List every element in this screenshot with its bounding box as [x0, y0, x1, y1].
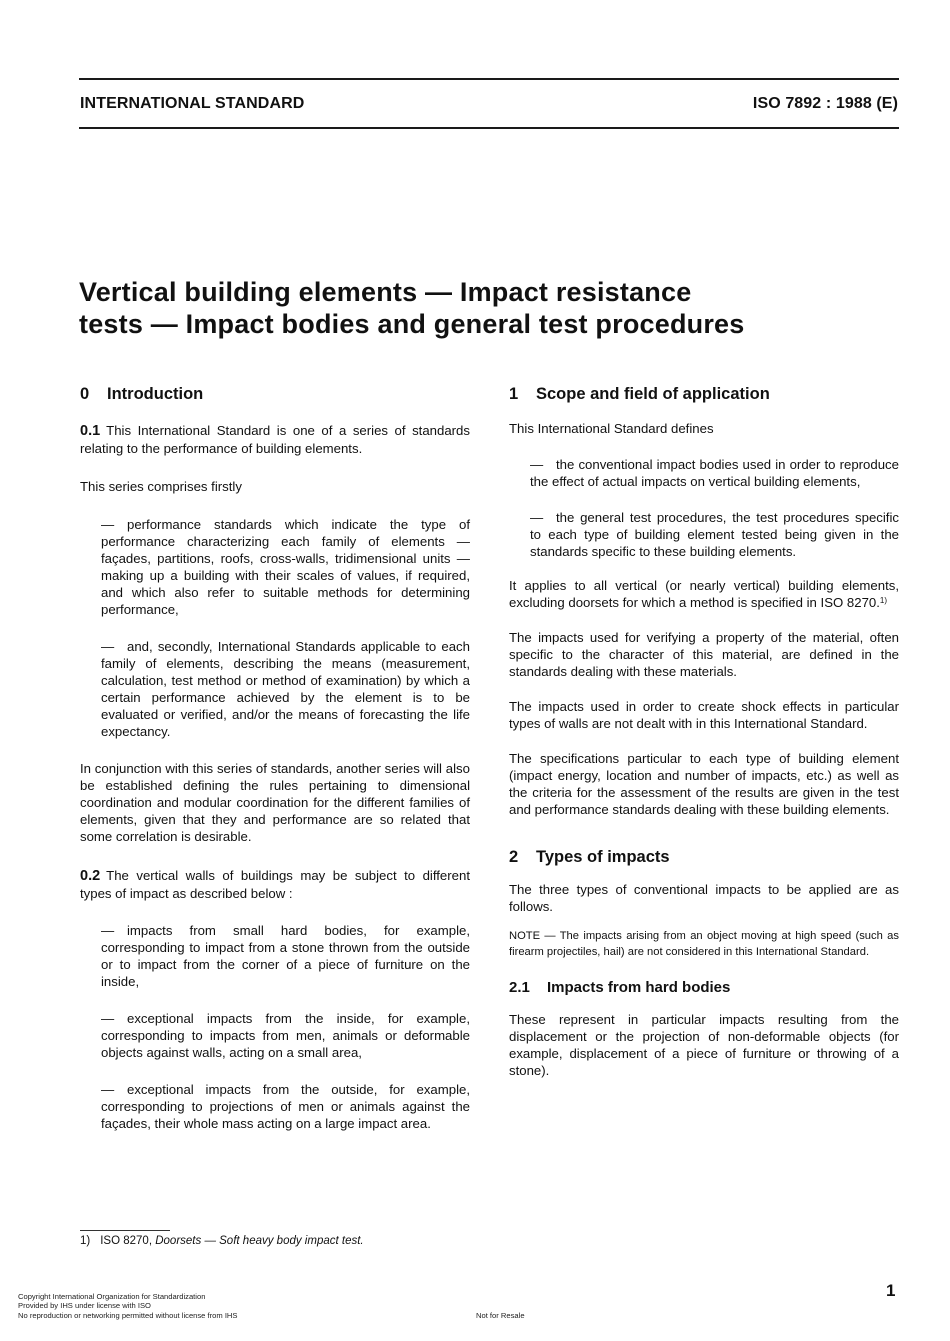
copyright-notice [18, 1292, 237, 1320]
not-for-resale: Not for Resale [476, 1311, 525, 1320]
section-number: 0 [80, 385, 90, 403]
note-paragraph: NOTE — The impacts arising from an object moving at high speed (such as firearm projectiles, hail) are not considered in this International Standard. [509, 930, 899, 958]
section-2-heading [509, 847, 899, 867]
footnote-rule [80, 1230, 170, 1231]
conjunction-paragraph: In conjunction with this series of standards, another series will also be established defining the rules pertaining to dimensional coordination and modular coordination for the different families of elements, given that they and performance are so related that some correlation is desirable. [80, 761, 470, 844]
section-number: 1 [509, 385, 519, 403]
header-left: INTERNATIONAL STANDARD [80, 95, 305, 112]
copyright-line-3: No reproduction or networking permitted without license from IHS [18, 1310, 238, 1320]
section-number: 2 [509, 848, 519, 866]
dash: — [530, 510, 544, 525]
section-title: Impacts from hard bodies [547, 979, 731, 996]
footnote-number: 1) [80, 1235, 91, 1247]
shock-paragraph: The impacts used in order to create shock effects in particular types of walls are not dealt with in this International Standard. [509, 699, 899, 731]
section-title: Introduction [107, 385, 204, 403]
section-0-heading [80, 384, 470, 404]
section-title: Scope and field of application [536, 385, 770, 403]
header-bottom-rule [79, 127, 899, 129]
dash: — [101, 1082, 115, 1097]
material-paragraph: The impacts used for verifying a property of the material, often specific to the character of this material, are defined in the standards dealing with these materials. [509, 630, 899, 679]
impact-item-1 [80, 922, 470, 990]
applies-paragraph [509, 577, 899, 611]
footnote [80, 1235, 364, 1247]
clause-text: The vertical walls of buildings may be subject to different types of impact as described below : [80, 868, 470, 901]
clause-number: 0.1 [80, 423, 101, 439]
scope-item-2 [509, 509, 899, 560]
item-text: the general test procedures, the test procedures specific to each type of building element tested being given in the standards specific to these building elements. [530, 510, 899, 559]
impact-item-2 [80, 1010, 470, 1061]
item-text: exceptional impacts from the inside, for example, corresponding to impacts from men, animals or deformable objects against walls, acting on a small area, [101, 1011, 470, 1060]
section-number: 2.1 [509, 979, 530, 996]
right-column [509, 384, 899, 1079]
section-title: Types of impacts [536, 848, 670, 866]
dash: — [101, 1011, 115, 1026]
series-intro: This series comprises firstly [80, 479, 242, 494]
footnote-title: Doorsets — Soft heavy body impact test. [155, 1235, 364, 1247]
copyright-line-1: Copyright International Organization for Standardization [18, 1292, 206, 1301]
dash: — [101, 639, 115, 654]
series-item-1 [80, 516, 470, 618]
item-text: the conventional impact bodies used in order to reproduce the effect of actual impacts on vertical building elements, [530, 457, 899, 489]
item-text: exceptional impacts from the outside, for example, corresponding to projections of men or animals against the façades, their whole mass acting on a large impact area. [101, 1082, 470, 1131]
clause-0-2 [80, 867, 470, 902]
title-line-1: Vertical building elements — Impact resistance [79, 277, 692, 307]
left-column [80, 384, 470, 1132]
header-top-rule [79, 78, 899, 80]
header-right: ISO 7892 : 1988 (E) [752, 95, 898, 112]
scope-intro: This International Standard defines [509, 421, 714, 436]
page-number: 1 [886, 1281, 896, 1300]
clause-0-1 [80, 422, 470, 457]
impact-item-3 [80, 1081, 470, 1132]
scope-item-1 [509, 456, 899, 490]
document-title [79, 276, 899, 340]
clause-number: 0.2 [80, 868, 101, 884]
section-2-1-heading [509, 978, 899, 997]
footnote-lead: ISO 8270, [100, 1235, 153, 1247]
series-item-2 [80, 638, 470, 740]
footnote-ref: 1) [879, 596, 888, 605]
types-paragraph: The three types of conventional impacts to be applied are as follows. [509, 882, 899, 914]
item-text: and, secondly, International Standards applicable to each family of elements, describing the means (measurement, calculation, test method or method of examination) by which a certain performance achieved by the element is to be evaluated or verified, and/or the means of forecasting the life expectancy. [101, 639, 470, 739]
specs-paragraph: The specifications particular to each type of building element (impact energy, location and number of impacts, etc.) as well as the criteria for the assessment of the results are given in the test and performance standards dealing with these building elements. [509, 751, 899, 817]
item-text: performance standards which indicate the type of performance characterizing each family of elements — façades, partitions, roofs, cross-walls, tridimensional units — making up a building with their scales of values, if required, and which also refer to suitable methods for determining performance, [101, 517, 470, 617]
item-text: impacts from small hard bodies, for example, corresponding to impact from a stone thrown from the outside or to impact from the corner of a piece of furniture on the inside, [101, 923, 470, 989]
clause-text: This International Standard is one of a series of standards relating to the performance of building elements. [80, 423, 470, 456]
section-1-heading [509, 384, 899, 404]
copyright-line-2: Provided by IHS under license with ISO [18, 1301, 151, 1311]
title-line-2: tests — Impact bodies and general test procedures [79, 309, 745, 339]
dash: — [101, 517, 115, 532]
hard-bodies-paragraph: These represent in particular impacts resulting from the displacement or the projection of non-deformable objects (for example, displacement of a piece of furniture or throwing of a stone). [509, 1012, 899, 1078]
applies-text: It applies to all vertical (or nearly vertical) building elements, excluding doorsets for which a method is specified in ISO 8270. [509, 578, 899, 610]
dash: — [101, 923, 115, 938]
dash: — [530, 457, 544, 472]
